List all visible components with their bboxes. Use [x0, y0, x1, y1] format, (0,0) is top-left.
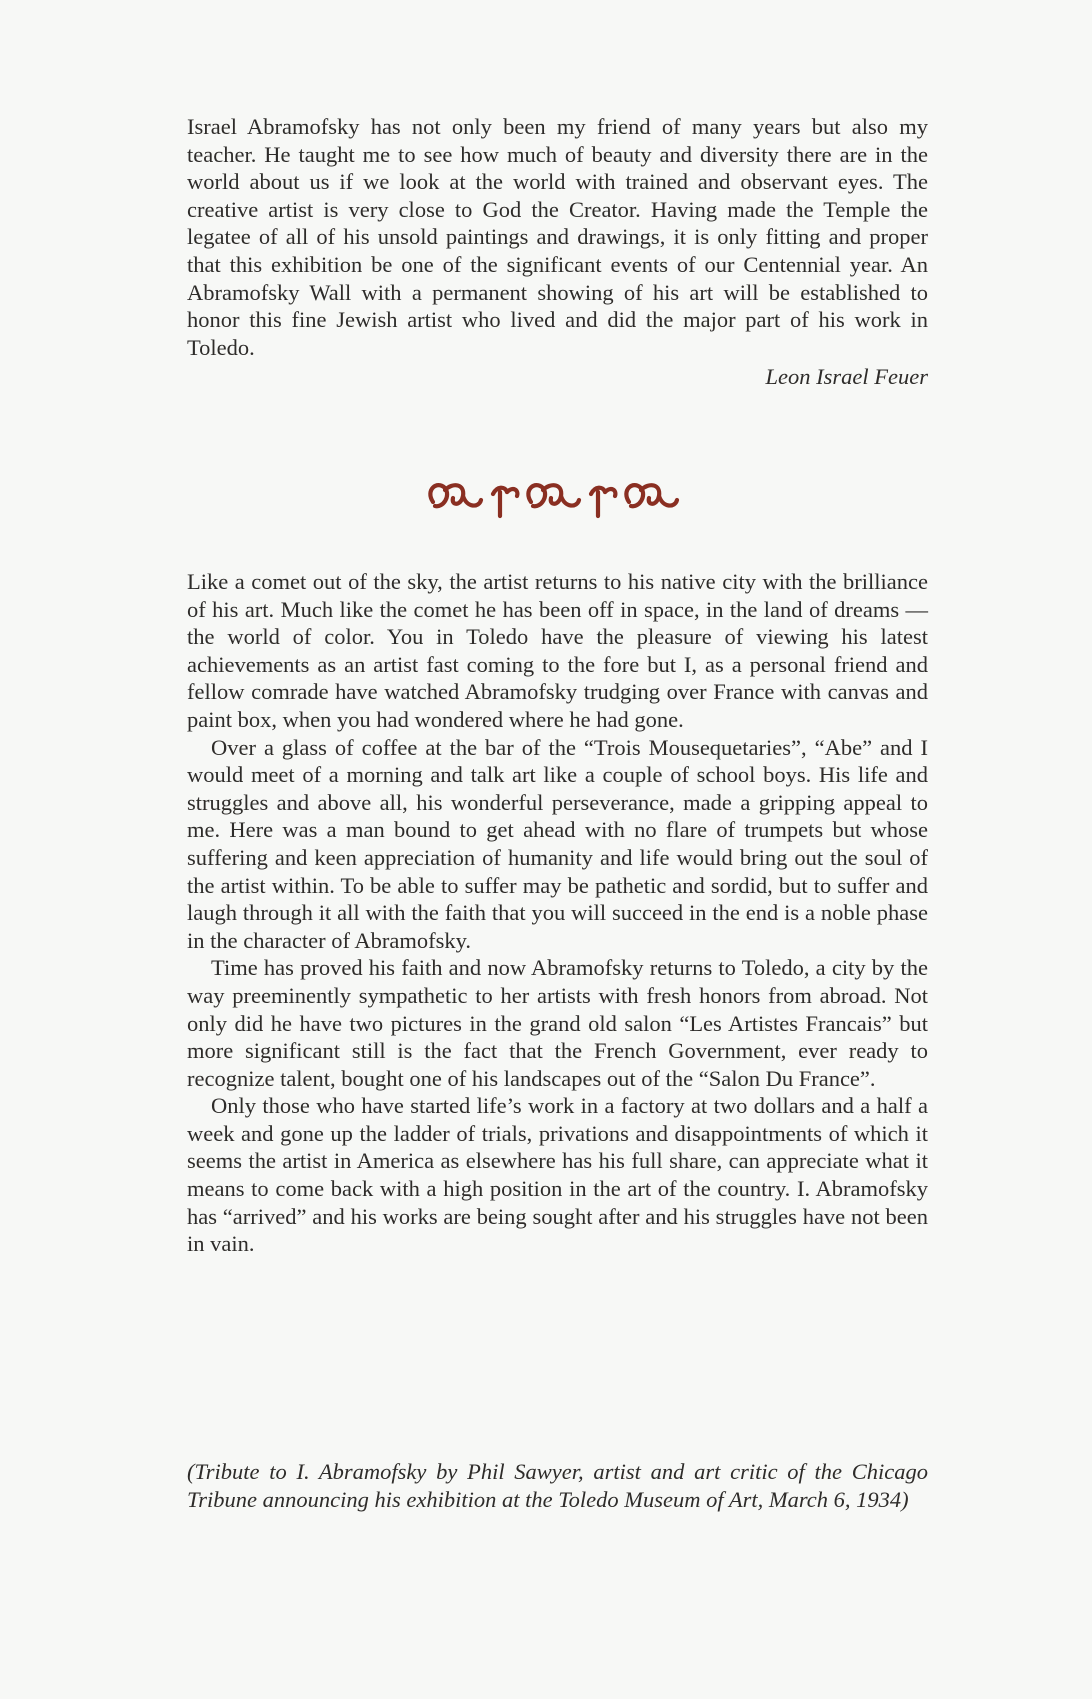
sawyer-paragraph-3: Time has proved his faith and now Abramofsky returns to Toledo, a city by the way preeminently sympathetic to her artists with fresh honors from abroad. Not only did he have two pictures in the grand old salon “Les Artistes Francais” but more significant still is the fact that the French Government, ever ready to recognize talent, bought one of his landscapes out of the “Salon Du France”. [187, 955, 928, 1091]
sawyer-citation: (Tribute to I. Abramofsky by Phil Sawyer, artist and art critic of the Chicago Tribune announcing his exhibition at the Toledo Museum of Art, March 6, 1934) [187, 1459, 928, 1512]
sawyer-tribute-block [187, 568, 928, 1258]
sawyer-paragraph-1: Like a comet out of the sky, the artist returns to his native city with the brilliance of his art. Much like the comet he has been off in space, in the land of dreams — the world of color. You in Toledo have the pleasure of viewing his latest achievements as an artist fast coming to the fore but I, as a personal friend and fellow comrade have watched Abramofsky trudging over France with canvas and paint box, when you had wondered where he had gone. [187, 569, 928, 732]
feuer-tribute-paragraph: Israel Abramofsky has not only been my friend of many years but also my teacher. He taught me to see how much of beauty and diversity there are in the world about us if we look at the world with trained and observant eyes. The creative artist is very close to God the Creator. Having made the Temple the legatee of all of his unsold paintings and drawings, it is only fitting and proper that this exhibition be one of the significant events of our Centennial year. An Abramofsky Wall with a permanent showing of his art will be established to honor this fine Jewish artist who lived and did the major part of his work in Toledo. [187, 114, 928, 360]
decorative-scroll-divider-icon [423, 472, 685, 524]
sawyer-citation-block [187, 1458, 928, 1514]
feuer-signature: Leon Israel Feuer [765, 364, 928, 390]
feuer-tribute-block [187, 113, 928, 391]
sawyer-paragraph-2: Over a glass of coffee at the bar of the “Trois Mousequetaries”, “Abe” and I would meet of a morning and talk art like a couple of school boys. His life and struggles and above all, his wonderful perseverance, made a gripping appeal to me. Here was a man bound to get ahead with no flare of trumpets but whose suffering and keen appreciation of humanity and life would bring out the soul of the artist within. To be able to suffer may be pathetic and sordid, but to suffer and laugh through it all with the faith that you will succeed in the end is a noble phase in the character of Abramofsky. [187, 734, 928, 953]
sawyer-paragraph-4: Only those who have started life’s work in a factory at two dollars and a half a week and gone up the ladder of trials, privations and disappointments of which it seems the artist in America as elsewhere has his full share, can appreciate what it means to come back with a high position in the art of the country. I. Abramofsky has “arrived” and his works are being sought after and his struggles have not been in vain. [187, 1093, 928, 1257]
